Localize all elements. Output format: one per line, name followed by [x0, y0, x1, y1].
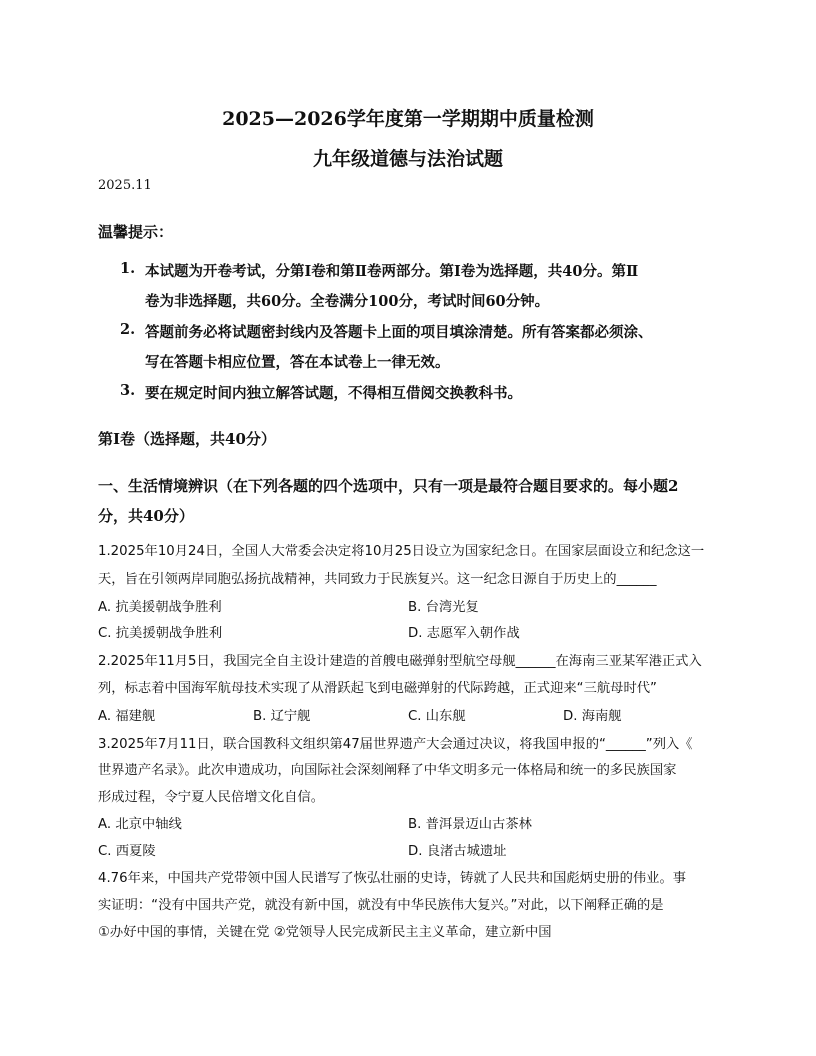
question-text: 2.2025年11月5日，我国完全自主设计建造的首艘电磁弹射型航空母舰______在海南三亚某军港正式入: [98, 654, 702, 669]
question-text: 形成过程，令宁夏人民倍增文化自信。: [98, 790, 325, 805]
section-heading: 第Ⅰ卷（选择题，共40分）: [98, 430, 276, 448]
exam-subtitle: 九年级道德与法治试题: [312, 148, 503, 170]
option-a[interactable]: A. 北京中轴线: [98, 817, 182, 832]
part-title: 一、生活情境辨识（在下列各题的四个选项中，只有一项是最符合题目要求的。每小题2: [98, 477, 679, 495]
question-text: 列，标志着中国海军航母技术实现了从滑跃起飞到电磁弹射的代际跨越，正式迎来“三航母时代”: [98, 681, 657, 696]
option-b[interactable]: B. 台湾光复: [408, 600, 479, 615]
question-text: ①办好中国的事情，关键在党 ②党领导人民完成新民主主义革命，建立新中国: [98, 925, 552, 940]
tip-number: 1.: [120, 260, 136, 277]
option-b[interactable]: B. 普洱景迈山古茶林: [408, 817, 532, 832]
option-c[interactable]: C. 抗美援朝战争胜利: [98, 626, 223, 641]
option-b[interactable]: B. 辽宁舰: [253, 709, 311, 724]
question-text: 4.76年来，中国共产党带领中国人民谱写了恢弘壮丽的史诗，铸就了人民共和国彪炳史册的伟业。事: [98, 871, 687, 886]
tip-line: 卷为非选择题，共60分。全卷满分100分，考试时间60分钟。: [145, 293, 550, 310]
tip-number: 2.: [120, 321, 136, 338]
question-text: 世界遗产名录》。此次申遗成功，向国际社会深刻阐释了中华文明多元一体格局和统一的多民族国家: [98, 763, 677, 778]
tips-heading: 温馨提示：: [98, 223, 174, 241]
question-text: 1.2025年10月24日，全国人大常委会决定将10月25日设立为国家纪念日。在国家层面设立和纪念这一: [98, 544, 705, 559]
tip-line: 写在答题卡相应位置，答在本试卷上一律无效。: [145, 354, 450, 371]
exam-title: 2025—2026学年度第一学期期中质量检测: [222, 108, 594, 130]
question-text: 实证明：“没有中国共产党，就没有新中国，就没有中华民族伟大复兴。”对此，以下阐释正确的是: [98, 898, 664, 913]
option-c[interactable]: C. 西夏陵: [98, 844, 156, 859]
tip-line: 要在规定时间内独立解答试题，不得相互借阅交换教科书。: [145, 385, 522, 402]
option-d[interactable]: D. 志愿军入朝作战: [408, 626, 520, 641]
option-c[interactable]: C. 山东舰: [408, 709, 466, 724]
tip-number: 3.: [120, 382, 136, 399]
option-d[interactable]: D. 良渚古城遗址: [408, 844, 507, 859]
tip-line: 答题前务必将试题密封线内及答题卡上面的项目填涂清楚。所有答案都必须涂、: [145, 324, 653, 341]
exam-date: 2025.11: [98, 178, 152, 193]
option-a[interactable]: A. 福建舰: [98, 709, 156, 724]
question-text: 3.2025年7月11日，联合国教科文组织第47届世界遗产大会通过决议，将我国申报的“______”列入《: [98, 737, 693, 752]
question-text: 天，旨在引领两岸同胞弘扬抗战精神，共同致力于民族复兴。这一纪念日源自于历史上的______: [98, 572, 657, 587]
option-d[interactable]: D. 海南舰: [563, 709, 622, 724]
option-a[interactable]: A. 抗美援朝战争胜利: [98, 600, 222, 615]
part-title-cont: 分，共40分）: [98, 507, 194, 525]
tip-line: 本试题为开卷考试，分第Ⅰ卷和第Ⅱ卷两部分。第Ⅰ卷为选择题，共40分。第Ⅱ: [145, 263, 639, 280]
